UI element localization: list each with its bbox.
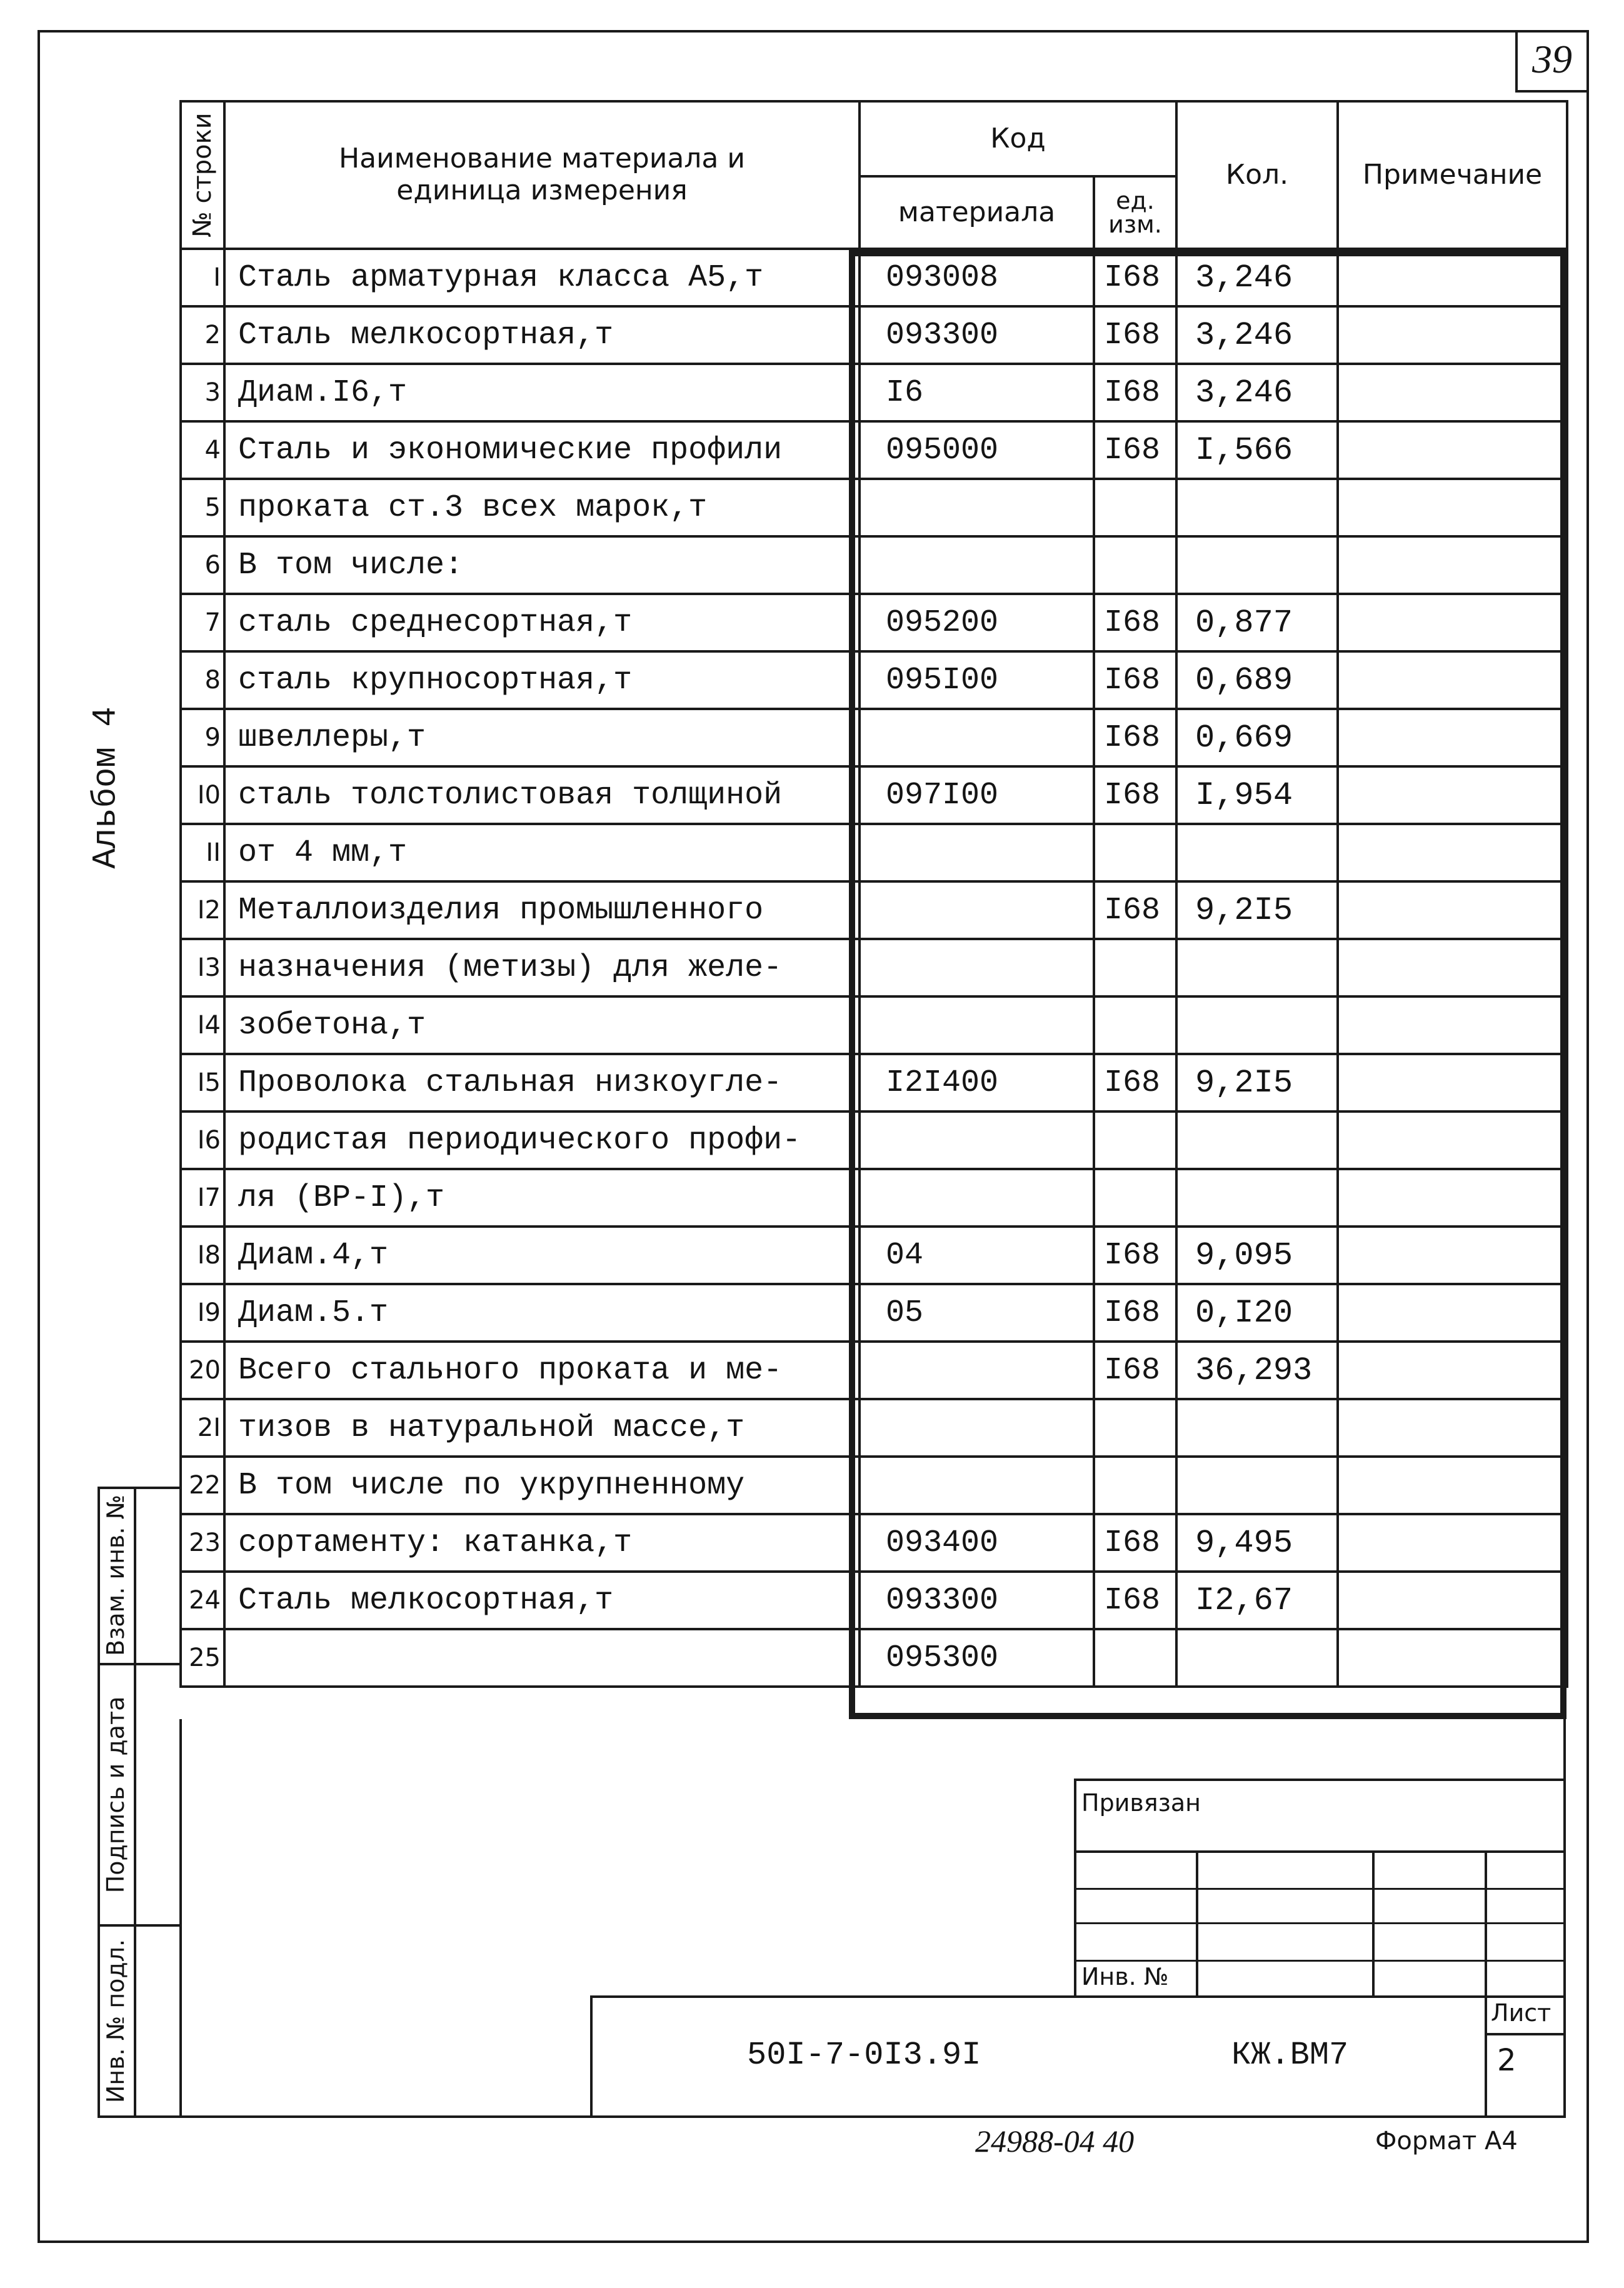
unit-code: I68 <box>1094 1284 1176 1342</box>
header-unit: ед. изм. <box>1094 176 1176 249</box>
table-row <box>181 709 1567 766</box>
table-row <box>181 1629 1567 1687</box>
quantity: 0,877 <box>1176 594 1338 651</box>
material-name: сортаменту: катанка,т <box>224 1514 860 1572</box>
note <box>1338 824 1567 881</box>
table-row <box>181 1399 1567 1457</box>
quantity: 0,689 <box>1176 651 1338 709</box>
material-code: 05 <box>860 1284 1094 1342</box>
material-code <box>860 479 1094 536</box>
material-name: В том числе по укрупненному <box>224 1457 860 1514</box>
row-number: I3 <box>181 939 224 996</box>
quantity <box>1176 824 1338 881</box>
note <box>1338 651 1567 709</box>
quantity <box>1176 1169 1338 1227</box>
material-name: сталь крупносортная,т <box>224 651 860 709</box>
material-name: сталь толстолистовая толщиной <box>224 766 860 824</box>
row-number: 9 <box>181 709 224 766</box>
unit-code <box>1094 824 1176 881</box>
row-number: I9 <box>181 1284 224 1342</box>
quantity: 3,246 <box>1176 249 1338 306</box>
list-value: 2 <box>1497 2043 1516 2078</box>
note <box>1338 1572 1567 1629</box>
row-number: 25 <box>181 1629 224 1687</box>
handwritten-number: 24988-04 40 <box>975 2124 1135 2159</box>
material-name: Металлоизделия промышленного <box>224 881 860 939</box>
material-code: 093008 <box>860 249 1094 306</box>
note <box>1338 364 1567 421</box>
unit-code <box>1094 1629 1176 1687</box>
quantity <box>1176 1399 1338 1457</box>
title-line <box>1196 1850 1198 1997</box>
quantity: 0,669 <box>1176 709 1338 766</box>
row-number: 24 <box>181 1572 224 1629</box>
unit-code <box>1094 1399 1176 1457</box>
material-name: сталь среднесортная,т <box>224 594 860 651</box>
note <box>1338 421 1567 479</box>
note <box>1338 766 1567 824</box>
material-name: тизов в натуральной массе,т <box>224 1399 860 1457</box>
material-code: I6 <box>860 364 1094 421</box>
unit-code <box>1094 1111 1176 1169</box>
quantity: 3,246 <box>1176 364 1338 421</box>
inv-no-label: Инв. № <box>1081 1963 1169 1990</box>
quantity <box>1176 1111 1338 1169</box>
title-line <box>1372 1850 1375 1997</box>
stamp-line <box>179 1719 182 2118</box>
row-number: I0 <box>181 766 224 824</box>
unit-code <box>1094 1457 1176 1514</box>
table-row <box>181 1169 1567 1227</box>
quantity: 9,095 <box>1176 1227 1338 1284</box>
material-code: I2I400 <box>860 1054 1094 1111</box>
note <box>1338 1342 1567 1399</box>
row-number: 22 <box>181 1457 224 1514</box>
stamp-podpis-data: Подпись и дата <box>102 1696 129 1894</box>
row-number: 5 <box>181 479 224 536</box>
title-line <box>590 1995 1566 1998</box>
table-row <box>181 536 1567 594</box>
header-note: Примечание <box>1338 101 1567 249</box>
title-line <box>1485 1850 1487 2115</box>
material-code <box>860 1169 1094 1227</box>
unit-code: I68 <box>1094 594 1176 651</box>
note <box>1338 1514 1567 1572</box>
table-row <box>181 939 1567 996</box>
table-row <box>181 1457 1567 1514</box>
material-name: Сталь арматурная класса А5,т <box>224 249 860 306</box>
row-number: 4 <box>181 421 224 479</box>
table-row <box>181 594 1567 651</box>
row-number: II <box>181 824 224 881</box>
stamp-inv-podl: Инв. № подл. <box>102 1939 129 2104</box>
material-code: 095000 <box>860 421 1094 479</box>
title-line <box>1074 1779 1566 1781</box>
title-line <box>590 1995 593 2118</box>
table-row <box>181 249 1567 306</box>
material-name: Диам.5.т <box>224 1284 860 1342</box>
note <box>1338 1054 1567 1111</box>
row-number: I8 <box>181 1227 224 1284</box>
table-row <box>181 1227 1567 1284</box>
quantity: I2,67 <box>1176 1572 1338 1629</box>
table-row <box>181 1342 1567 1399</box>
quantity <box>1176 479 1338 536</box>
row-number: I7 <box>181 1169 224 1227</box>
material-code <box>860 1111 1094 1169</box>
row-number: I2 <box>181 881 224 939</box>
material-code <box>860 536 1094 594</box>
note <box>1338 1629 1567 1687</box>
row-number: 2 <box>181 306 224 364</box>
unit-code <box>1094 939 1176 996</box>
unit-code <box>1094 536 1176 594</box>
unit-code: I68 <box>1094 1227 1176 1284</box>
row-number: I5 <box>181 1054 224 1111</box>
material-code: 093400 <box>860 1514 1094 1572</box>
material-code <box>860 1342 1094 1399</box>
stamp-line <box>134 1487 136 2118</box>
material-name: зобетона,т <box>224 996 860 1054</box>
table-row <box>181 364 1567 421</box>
row-number: 23 <box>181 1514 224 1572</box>
table-row <box>181 421 1567 479</box>
quantity <box>1176 1457 1338 1514</box>
table-row <box>181 1572 1567 1629</box>
title-line <box>1074 1960 1566 1962</box>
material-name: Сталь и экономические профили <box>224 421 860 479</box>
header-material: материала <box>860 176 1094 249</box>
quantity: I,954 <box>1176 766 1338 824</box>
material-name: В том числе: <box>224 536 860 594</box>
note <box>1338 1111 1567 1169</box>
material-code: 095200 <box>860 594 1094 651</box>
table-row <box>181 996 1567 1054</box>
note <box>1338 709 1567 766</box>
table-row <box>181 1284 1567 1342</box>
material-code: 097I00 <box>860 766 1094 824</box>
stamp-vzam-inv: Взам. инв. № <box>102 1494 129 1657</box>
material-name <box>224 1629 860 1687</box>
header-code: Код <box>860 101 1176 176</box>
material-name: Проволока стальная низкоугле- <box>224 1054 860 1111</box>
material-code: 095I00 <box>860 651 1094 709</box>
table-row <box>181 1111 1567 1169</box>
note <box>1338 1399 1567 1457</box>
row-number: 20 <box>181 1342 224 1399</box>
unit-code <box>1094 996 1176 1054</box>
material-name: назначения (метизы) для желе- <box>224 939 860 996</box>
unit-code: I68 <box>1094 1054 1176 1111</box>
note <box>1338 306 1567 364</box>
title-line <box>1074 1888 1566 1890</box>
material-code <box>860 1399 1094 1457</box>
row-number: 6 <box>181 536 224 594</box>
stamp-line <box>98 2115 182 2118</box>
unit-code: I68 <box>1094 1514 1176 1572</box>
row-number: 8 <box>181 651 224 709</box>
quantity <box>1176 996 1338 1054</box>
table-row <box>181 651 1567 709</box>
material-code <box>860 709 1094 766</box>
quantity: 0,I20 <box>1176 1284 1338 1342</box>
material-name: Диам.4,т <box>224 1227 860 1284</box>
table-row <box>181 824 1567 881</box>
title-line <box>1074 1850 1566 1853</box>
note <box>1338 536 1567 594</box>
material-name: ля (ВР-I),т <box>224 1169 860 1227</box>
material-name: Сталь мелкосортная,т <box>224 306 860 364</box>
unit-code <box>1094 1169 1176 1227</box>
table-row <box>181 1054 1567 1111</box>
unit-code: I68 <box>1094 364 1176 421</box>
unit-code: I68 <box>1094 421 1176 479</box>
row-number: I6 <box>181 1111 224 1169</box>
material-name: Всего стального проката и ме- <box>224 1342 860 1399</box>
materials-table <box>179 100 1566 1719</box>
note <box>1338 1284 1567 1342</box>
material-name: проката ст.3 всех марок,т <box>224 479 860 536</box>
material-code <box>860 939 1094 996</box>
row-number: I4 <box>181 996 224 1054</box>
album-label: Альбом 4 <box>87 706 126 869</box>
quantity: 36,293 <box>1176 1342 1338 1399</box>
material-code <box>860 996 1094 1054</box>
page-number: 39 <box>1532 37 1572 81</box>
material-code: 04 <box>860 1227 1094 1284</box>
unit-code: I68 <box>1094 766 1176 824</box>
quantity: 3,246 <box>1176 306 1338 364</box>
row-number: I <box>181 249 224 306</box>
unit-code: I68 <box>1094 709 1176 766</box>
drawing-code: КЖ.ВМ7 <box>1231 2037 1349 2074</box>
table-row <box>181 766 1567 824</box>
row-number: 3 <box>181 364 224 421</box>
unit-code: I68 <box>1094 306 1176 364</box>
unit-code <box>1094 479 1176 536</box>
material-code <box>860 824 1094 881</box>
note <box>1338 996 1567 1054</box>
unit-code: I68 <box>1094 249 1176 306</box>
header-qty: Кол. <box>1176 101 1338 249</box>
quantity: 9,2I5 <box>1176 881 1338 939</box>
title-line <box>1485 2033 1566 2035</box>
material-name: Сталь мелкосортная,т <box>224 1572 860 1629</box>
row-number: 2I <box>181 1399 224 1457</box>
quantity <box>1176 939 1338 996</box>
material-name: Диам.I6,т <box>224 364 860 421</box>
drawing-designation: 50I-7-0I3.9I <box>747 2037 981 2074</box>
list-label: Лист <box>1491 1999 1551 2027</box>
unit-code: I68 <box>1094 651 1176 709</box>
note <box>1338 1227 1567 1284</box>
header-name: Наименование материала и единица измерения <box>224 101 860 249</box>
table-row <box>181 306 1567 364</box>
note <box>1338 939 1567 996</box>
note <box>1338 479 1567 536</box>
table-row <box>181 1514 1567 1572</box>
quantity <box>1176 1629 1338 1687</box>
unit-code: I68 <box>1094 1572 1176 1629</box>
format-label: Формат А4 <box>1375 2127 1518 2155</box>
note <box>1338 249 1567 306</box>
unit-code: I68 <box>1094 1342 1176 1399</box>
table-row <box>181 881 1567 939</box>
material-name: от 4 мм,т <box>224 824 860 881</box>
quantity: I,566 <box>1176 421 1338 479</box>
quantity <box>1176 536 1338 594</box>
material-code: 093300 <box>860 1572 1094 1629</box>
material-code <box>860 1457 1094 1514</box>
material-code: 093300 <box>860 306 1094 364</box>
note <box>1338 881 1567 939</box>
table-row <box>181 479 1567 536</box>
title-line <box>1074 1922 1566 1924</box>
note <box>1338 1457 1567 1514</box>
row-number: 7 <box>181 594 224 651</box>
header-row-number: № строки <box>181 101 224 249</box>
material-name: швеллеры,т <box>224 709 860 766</box>
note <box>1338 1169 1567 1227</box>
quantity: 9,2I5 <box>1176 1054 1338 1111</box>
unit-code: I68 <box>1094 881 1176 939</box>
bottom-line <box>179 2115 1566 2118</box>
material-code <box>860 881 1094 939</box>
material-code: 095300 <box>860 1629 1094 1687</box>
privyazan-label: Привязан <box>1081 1789 1201 1817</box>
quantity: 9,495 <box>1176 1514 1338 1572</box>
material-name: родистая периодического профи- <box>224 1111 860 1169</box>
note <box>1338 594 1567 651</box>
